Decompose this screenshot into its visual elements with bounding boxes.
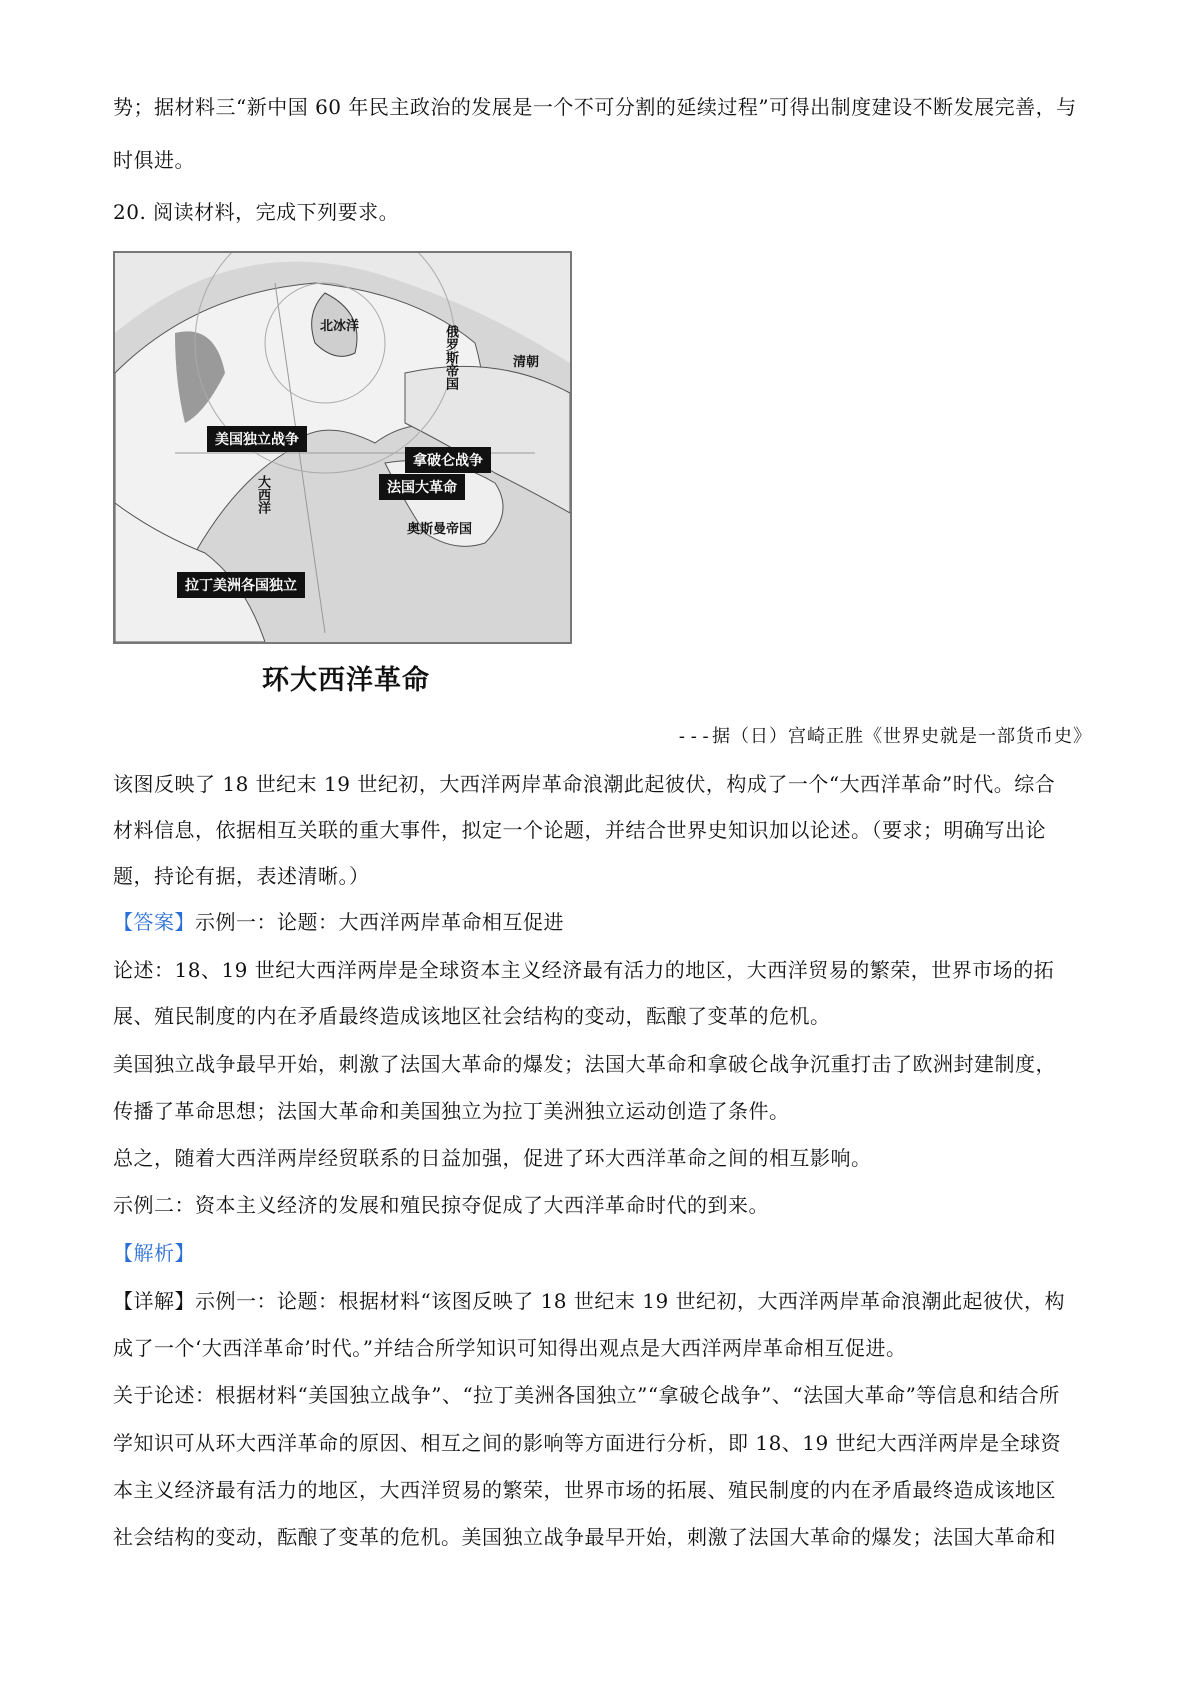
map-label-french-revolution: 法国大革命 [379, 474, 465, 500]
text-line: 关于论述：根据材料“美国独立战争”、“拉丁美洲各国独立”“拿破仑战争”、“法国大革命”等信息和结合所 [113, 1383, 1060, 1407]
detail-text: 示例一：论题：根据材料“该图反映了 18 世纪末 19 世纪初，大西洋两岸革命浪潮此起彼伏，构 [195, 1289, 1066, 1313]
answer-text: 示例一：论题：大西洋两岸革命相互促进 [195, 910, 564, 934]
map-label-qing: 清朝 [513, 355, 540, 370]
text-line: 题，持论有据，表述清晰。） [113, 864, 370, 888]
text-line: 时俱进。 [113, 148, 195, 172]
text-line: 展、殖民制度的内在矛盾最终造成该地区社会结构的变动，酝酿了变革的危机。 [113, 1004, 831, 1028]
question-heading: 20. 阅读材料，完成下列要求。 [113, 200, 400, 224]
map-title: 环大西洋革命 [262, 665, 430, 696]
answer-line [113, 908, 1093, 936]
text-line: 总之，随着大西洋两岸经贸联系的日益加强，促进了环大西洋革命之间的相互影响。 [113, 1146, 872, 1170]
text-line: 本主义经济最有活力的地区，大西洋贸易的繁荣，世界市场的拓展、殖民制度的内在矛盾最终造成该地区 [113, 1478, 1056, 1502]
text-line: 学知识可从环大西洋革命的原因、相互之间的影响等方面进行分析，即 18、19 世纪大西洋两岸是全球资 [113, 1431, 1062, 1455]
atlantic-revolution-map [113, 251, 572, 644]
map-label-atlantic: 大西洋 [255, 475, 270, 514]
text-line: 成了一个‘大西洋革命’时代。”并结合所学知识可知得出观点是大西洋两岸革命相互促进。 [113, 1336, 907, 1360]
answer-tag: 【答案】 [113, 910, 195, 934]
text-line: 美国独立战争最早开始，刺激了法国大革命的爆发；法国大革命和拿破仑战争沉重打击了欧洲封建制度， [113, 1052, 1056, 1076]
map-label-ottoman: 奥斯曼帝国 [407, 522, 473, 537]
text-line: 材料信息，依据相互关联的重大事件，拟定一个论题，并结合世界史知识加以论述。（要求；明确写出论 [113, 818, 1046, 842]
text-line: 社会结构的变动，酝酿了变革的危机。美国独立战争最早开始，刺激了法国大革命的爆发；法国大革命和 [113, 1525, 1056, 1549]
text-line: 论述：18、19 世纪大西洋两岸是全球资本主义经济最有活力的地区，大西洋贸易的繁荣，世界市场的拓 [113, 958, 1055, 982]
text-line: 示例二：资本主义经济的发展和殖民掠夺促成了大西洋革命时代的到来。 [113, 1193, 769, 1217]
map-label-russia: 俄罗斯帝国 [443, 325, 458, 390]
detail-tag: 【详解】 [113, 1289, 195, 1313]
map-label-napoleonic-wars: 拿破仑战争 [405, 447, 491, 473]
detail-line [113, 1287, 1093, 1315]
text-line: 该图反映了 18 世纪末 19 世纪初，大西洋两岸革命浪潮此起彼伏，构成了一个“大西洋革命”时代。综合 [113, 772, 1056, 796]
analysis-heading [113, 1239, 1093, 1267]
text-line: 传播了革命思想；法国大革命和美国独立为拉丁美洲独立运动创造了条件。 [113, 1099, 790, 1123]
map-source: ---据（日）宫崎正胜《世界史就是一部货币史》 [676, 726, 1092, 747]
analysis-tag: 【解析】 [113, 1241, 195, 1265]
map-label-latin-america-independence: 拉丁美洲各国独立 [177, 572, 305, 598]
map-label-us-independence-war: 美国独立战争 [207, 426, 307, 452]
text-line: 势；据材料三“新中国 60 年民主政治的发展是一个不可分割的延续过程”可得出制度建设不断发展完善，与 [113, 95, 1077, 119]
map-label-arctic: 北冰洋 [320, 319, 360, 334]
